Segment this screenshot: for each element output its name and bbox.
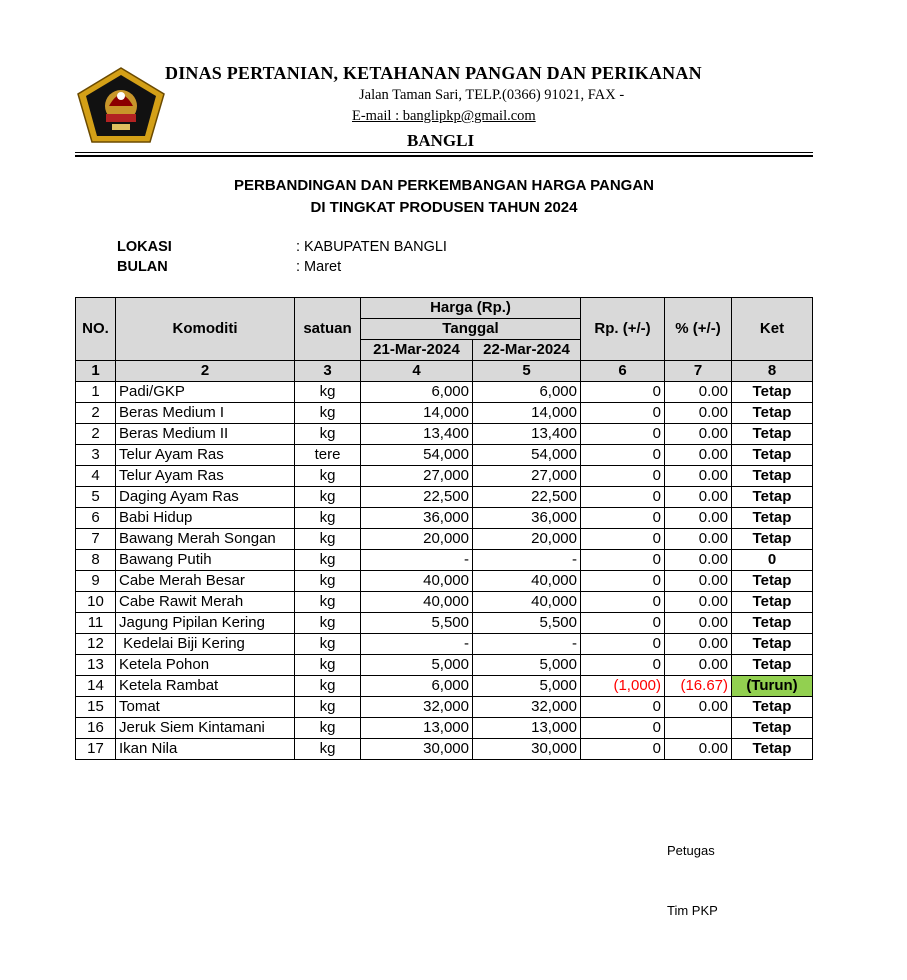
row-price-date2: 20,000 — [473, 529, 581, 550]
row-ket: 0 — [732, 550, 813, 571]
row-rp-change: 0 — [581, 550, 665, 571]
row-pct-change: 0.00 — [665, 739, 732, 760]
row-rp-change: 0 — [581, 487, 665, 508]
row-pct-change: 0.00 — [665, 613, 732, 634]
kabupaten-bangli-emblem — [76, 66, 166, 144]
row-komoditi: Cabe Merah Besar — [116, 571, 295, 592]
row-satuan: tere — [295, 445, 361, 466]
row-no: 7 — [76, 529, 116, 550]
row-price-date2: - — [473, 634, 581, 655]
header-satuan: satuan — [295, 298, 361, 361]
column-number: 8 — [732, 361, 813, 382]
table-row — [76, 634, 813, 655]
column-number: 3 — [295, 361, 361, 382]
table-row — [76, 676, 813, 697]
row-rp-change: 0 — [581, 718, 665, 739]
column-number: 4 — [361, 361, 473, 382]
row-pct-change: 0.00 — [665, 634, 732, 655]
row-komoditi: Cabe Rawit Merah — [116, 592, 295, 613]
row-rp-change: 0 — [581, 466, 665, 487]
row-price-date1: 13,000 — [361, 718, 473, 739]
row-rp-change: 0 — [581, 592, 665, 613]
row-price-date2: 36,000 — [473, 508, 581, 529]
row-no: 12 — [76, 634, 116, 655]
row-satuan: kg — [295, 424, 361, 445]
table-row — [76, 739, 813, 760]
row-ket: Tetap — [732, 571, 813, 592]
bulan-label: BULAN — [117, 259, 168, 275]
row-satuan: kg — [295, 529, 361, 550]
column-number: 2 — [116, 361, 295, 382]
row-rp-change: 0 — [581, 739, 665, 760]
row-pct-change: 0.00 — [665, 571, 732, 592]
row-rp-change: 0 — [581, 508, 665, 529]
row-pct-change: 0.00 — [665, 466, 732, 487]
row-pct-change: 0.00 — [665, 403, 732, 424]
row-ket: Tetap — [732, 403, 813, 424]
row-ket: Tetap — [732, 718, 813, 739]
header-date-2: 22-Mar-2024 — [473, 340, 581, 361]
row-pct-change: 0.00 — [665, 697, 732, 718]
row-satuan: kg — [295, 550, 361, 571]
header-pct-change: % (+/-) — [665, 298, 732, 361]
row-komoditi: Jagung Pipilan Kering — [116, 613, 295, 634]
row-komoditi: Babi Hidup — [116, 508, 295, 529]
table-row — [76, 571, 813, 592]
price-table — [75, 297, 813, 760]
row-ket: (Turun) — [732, 676, 813, 697]
row-rp-change: 0 — [581, 571, 665, 592]
row-rp-change: 0 — [581, 382, 665, 403]
row-ket: Tetap — [732, 529, 813, 550]
column-number: 1 — [76, 361, 116, 382]
letterhead-divider-thick — [75, 155, 813, 157]
row-rp-change: 0 — [581, 445, 665, 466]
row-price-date2: 32,000 — [473, 697, 581, 718]
table-row — [76, 424, 813, 445]
row-ket: Tetap — [732, 424, 813, 445]
city-name: BANGLI — [407, 131, 475, 150]
letterhead-divider-thin — [75, 152, 813, 153]
row-rp-change: (1,000) — [581, 676, 665, 697]
table-row — [76, 550, 813, 571]
table-row — [76, 403, 813, 424]
header-tanggal: Tanggal — [361, 319, 581, 340]
lokasi-value: : KABUPATEN BANGLI — [296, 239, 447, 255]
row-price-date2: 54,000 — [473, 445, 581, 466]
report-title-line1: PERBANDINGAN DAN PERKEMBANGAN HARGA PANGAN — [233, 177, 654, 194]
header-date-1: 21-Mar-2024 — [361, 340, 473, 361]
row-ket: Tetap — [732, 466, 813, 487]
table-row — [76, 508, 813, 529]
row-pct-change — [665, 718, 732, 739]
row-no: 16 — [76, 718, 116, 739]
table-row — [76, 655, 813, 676]
row-price-date1: 6,000 — [361, 676, 473, 697]
row-komoditi: Ketela Rambat — [116, 676, 295, 697]
row-price-date2: 27,000 — [473, 466, 581, 487]
table-row — [76, 529, 813, 550]
email-line: E-mail : banglipkp@gmail.com — [352, 108, 536, 124]
row-ket: Tetap — [732, 697, 813, 718]
row-satuan: kg — [295, 718, 361, 739]
lokasi-label: LOKASI — [117, 239, 172, 255]
row-rp-change: 0 — [581, 697, 665, 718]
column-number-row — [76, 361, 813, 382]
header-rp-change: Rp. (+/-) — [581, 298, 665, 361]
bulan-value: : Maret — [296, 259, 342, 275]
row-price-date2: 30,000 — [473, 739, 581, 760]
row-satuan: kg — [295, 466, 361, 487]
row-pct-change: 0.00 — [665, 529, 732, 550]
row-price-date1: 27,000 — [361, 466, 473, 487]
row-komoditi: Bawang Merah Songan — [116, 529, 295, 550]
row-satuan: kg — [295, 487, 361, 508]
row-komoditi: Telur Ayam Ras — [116, 466, 295, 487]
row-price-date1: 14,000 — [361, 403, 473, 424]
row-ket: Tetap — [732, 487, 813, 508]
row-komoditi: Tomat — [116, 697, 295, 718]
table-row — [76, 487, 813, 508]
row-pct-change: 0.00 — [665, 424, 732, 445]
header-harga: Harga (Rp.) — [361, 298, 581, 319]
row-price-date2: - — [473, 550, 581, 571]
row-satuan: kg — [295, 571, 361, 592]
row-satuan: kg — [295, 382, 361, 403]
row-price-date2: 13,000 — [473, 718, 581, 739]
table-row — [76, 445, 813, 466]
row-price-date2: 5,500 — [473, 613, 581, 634]
row-no: 3 — [76, 445, 116, 466]
row-rp-change: 0 — [581, 655, 665, 676]
column-number: 7 — [665, 361, 732, 382]
row-no: 1 — [76, 382, 116, 403]
row-ket: Tetap — [732, 445, 813, 466]
row-komoditi: Beras Medium I — [116, 403, 295, 424]
row-price-date1: 40,000 — [361, 592, 473, 613]
row-price-date1: 5,000 — [361, 655, 473, 676]
row-satuan: kg — [295, 592, 361, 613]
header-komoditi: Komoditi — [116, 298, 295, 361]
row-no: 9 — [76, 571, 116, 592]
row-komoditi: Beras Medium II — [116, 424, 295, 445]
row-price-date1: 20,000 — [361, 529, 473, 550]
row-price-date1: 5,500 — [361, 613, 473, 634]
row-price-date1: 40,000 — [361, 571, 473, 592]
row-rp-change: 0 — [581, 634, 665, 655]
row-satuan: kg — [295, 613, 361, 634]
row-price-date1: 32,000 — [361, 697, 473, 718]
row-no: 2 — [76, 424, 116, 445]
row-komoditi: Telur Ayam Ras — [116, 445, 295, 466]
row-price-date1: 54,000 — [361, 445, 473, 466]
table-row — [76, 718, 813, 739]
row-no: 4 — [76, 466, 116, 487]
row-komoditi: Bawang Putih — [116, 550, 295, 571]
row-no: 17 — [76, 739, 116, 760]
row-ket: Tetap — [732, 508, 813, 529]
signature-name: Tim PKP — [667, 903, 718, 918]
row-komoditi: Ikan Nila — [116, 739, 295, 760]
row-no: 6 — [76, 508, 116, 529]
row-price-date2: 6,000 — [473, 382, 581, 403]
row-satuan: kg — [295, 634, 361, 655]
table-row — [76, 592, 813, 613]
row-no: 2 — [76, 403, 116, 424]
row-pct-change: 0.00 — [665, 655, 732, 676]
row-no: 8 — [76, 550, 116, 571]
row-komoditi: Kedelai Biji Kering — [116, 634, 295, 655]
column-number: 5 — [473, 361, 581, 382]
report-title-line2: DI TINGKAT PRODUSEN TAHUN 2024 — [310, 199, 578, 216]
row-pct-change: 0.00 — [665, 550, 732, 571]
row-ket: Tetap — [732, 382, 813, 403]
row-rp-change: 0 — [581, 529, 665, 550]
row-price-date2: 5,000 — [473, 655, 581, 676]
organization-name: DINAS PERTANIAN, KETAHANAN PANGAN DAN PERIKANAN — [165, 63, 702, 83]
row-ket: Tetap — [732, 655, 813, 676]
row-komoditi: Padi/GKP — [116, 382, 295, 403]
row-price-date2: 40,000 — [473, 592, 581, 613]
row-price-date1: 6,000 — [361, 382, 473, 403]
row-no: 15 — [76, 697, 116, 718]
row-pct-change: 0.00 — [665, 508, 732, 529]
row-satuan: kg — [295, 697, 361, 718]
row-price-date2: 22,500 — [473, 487, 581, 508]
signature-role: Petugas — [667, 843, 715, 858]
row-rp-change: 0 — [581, 613, 665, 634]
header-no: NO. — [76, 298, 116, 361]
table-row — [76, 697, 813, 718]
row-pct-change: 0.00 — [665, 382, 732, 403]
column-number: 6 — [581, 361, 665, 382]
row-price-date1: 36,000 — [361, 508, 473, 529]
row-satuan: kg — [295, 508, 361, 529]
row-satuan: kg — [295, 403, 361, 424]
row-price-date2: 14,000 — [473, 403, 581, 424]
table-row — [76, 382, 813, 403]
row-pct-change: (16.67) — [665, 676, 732, 697]
row-pct-change: 0.00 — [665, 487, 732, 508]
table-row — [76, 466, 813, 487]
row-pct-change: 0.00 — [665, 445, 732, 466]
row-no: 14 — [76, 676, 116, 697]
row-satuan: kg — [295, 655, 361, 676]
row-no: 10 — [76, 592, 116, 613]
header-ket: Ket — [732, 298, 813, 361]
row-ket: Tetap — [732, 592, 813, 613]
row-price-date1: 13,400 — [361, 424, 473, 445]
row-ket: Tetap — [732, 634, 813, 655]
row-price-date2: 5,000 — [473, 676, 581, 697]
row-ket: Tetap — [732, 739, 813, 760]
row-no: 11 — [76, 613, 116, 634]
row-komoditi: Daging Ayam Ras — [116, 487, 295, 508]
row-komoditi: Ketela Pohon — [116, 655, 295, 676]
row-price-date1: - — [361, 634, 473, 655]
row-no: 5 — [76, 487, 116, 508]
row-rp-change: 0 — [581, 403, 665, 424]
row-price-date1: 22,500 — [361, 487, 473, 508]
row-ket: Tetap — [732, 613, 813, 634]
row-pct-change: 0.00 — [665, 592, 732, 613]
row-rp-change: 0 — [581, 424, 665, 445]
row-satuan: kg — [295, 676, 361, 697]
row-no: 13 — [76, 655, 116, 676]
address-line: Jalan Taman Sari, TELP.(0366) 91021, FAX - — [359, 87, 625, 103]
row-satuan: kg — [295, 739, 361, 760]
table-row — [76, 613, 813, 634]
row-price-date2: 40,000 — [473, 571, 581, 592]
row-price-date1: 30,000 — [361, 739, 473, 760]
row-price-date1: - — [361, 550, 473, 571]
row-price-date2: 13,400 — [473, 424, 581, 445]
row-komoditi: Jeruk Siem Kintamani — [116, 718, 295, 739]
